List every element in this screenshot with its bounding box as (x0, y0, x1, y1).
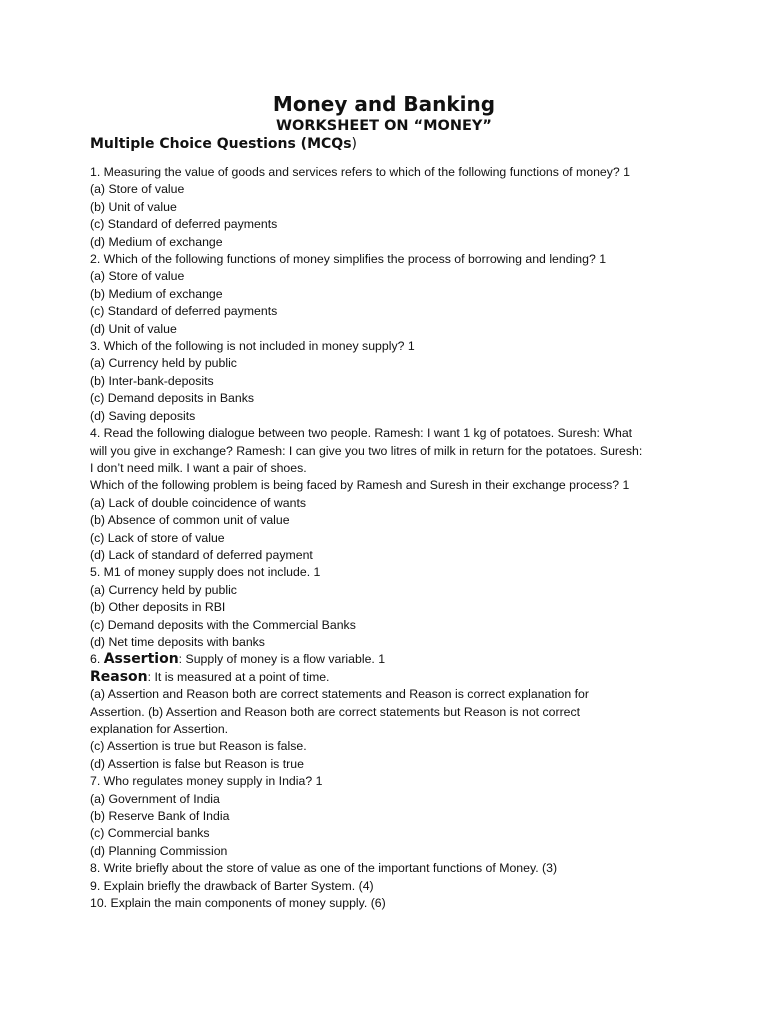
q3-option-b: (b) Inter-bank-deposits (90, 373, 214, 388)
q7-option-a: (a) Government of India (90, 791, 220, 806)
section-heading (90, 135, 357, 153)
reason-text: : It is measured at a point of time. (147, 669, 330, 684)
question-1: 1. Measuring the value of goods and services refers to which of the following functions of money? 1 (90, 165, 631, 179)
q1-option-d: (d) Medium of exchange (90, 234, 223, 249)
q1-option-c: (c) Standard of deferred payments (90, 217, 278, 232)
q6-option-d: (d) Assertion is false but Reason is true (90, 756, 304, 771)
section-heading-text: Multiple Choice Questions (MCQs (90, 136, 352, 152)
q4-option-c: (c) Lack of store of value (90, 530, 225, 545)
questions-list (90, 164, 670, 912)
question-7: 7. Who regulates money supply in India? 1 (90, 774, 323, 789)
q7-option-d: (d) Planning Commission (90, 843, 228, 858)
q5-option-a: (a) Currency held by public (90, 582, 237, 597)
q5-option-c: (c) Demand deposits with the Commercial Banks (90, 617, 356, 632)
q2-option-a: (a) Store of value (90, 269, 185, 284)
question-9: 9. Explain briefly the drawback of Barter System. (4) (90, 878, 374, 893)
question-5: 5. M1 of money supply does not include. 1 (90, 565, 321, 580)
question-4-line-4: Which of the following problem is being faced by Ramesh and Suresh in their exchange process? 1 (90, 478, 630, 493)
q1-option-a: (a) Store of value (90, 182, 185, 197)
section-heading-close: ) (351, 136, 357, 152)
question-2: 2. Which of the following functions of money simplifies the process of borrowing and lending? 1 (90, 252, 607, 267)
q5-option-b: (b) Other deposits in RBI (90, 600, 226, 615)
document-subtitle: WORKSHEET ON “MONEY” (276, 118, 492, 134)
q2-option-b: (b) Medium of exchange (90, 286, 223, 301)
q6-number: 6. (90, 652, 104, 667)
question-4-line-1: 4. Read the following dialogue between two people. Ramesh: I want 1 kg of potatoes. Suresh: What (90, 426, 633, 441)
question-3: 3. Which of the following is not included in money supply? 1 (90, 339, 415, 354)
q6-option-c: (c) Assertion is true but Reason is false. (90, 739, 307, 754)
q4-option-d: (d) Lack of standard of deferred payment (90, 547, 313, 562)
question-8: 8. Write briefly about the store of value as one of the important functions of Money. (3) (90, 861, 558, 876)
q6-option-a-line-1: (a) Assertion and Reason both are correct statements and Reason is correct explanation for (90, 687, 589, 702)
question-10: 10. Explain the main components of money supply. (6) (90, 896, 386, 911)
q2-option-d: (d) Unit of value (90, 321, 177, 336)
q3-option-c: (c) Demand deposits in Banks (90, 391, 255, 406)
q3-option-a: (a) Currency held by public (90, 356, 237, 371)
assertion-text: : Supply of money is a flow variable. 1 (178, 652, 386, 667)
q1-option-b: (b) Unit of value (90, 199, 177, 214)
q5-option-d: (d) Net time deposits with banks (90, 634, 265, 649)
q7-option-b: (b) Reserve Bank of India (90, 809, 230, 824)
question-6-reason (90, 669, 670, 686)
q2-option-c: (c) Standard of deferred payments (90, 304, 278, 319)
q7-option-c: (c) Commercial banks (90, 826, 210, 841)
reason-label: Reason (90, 668, 148, 685)
q4-option-b: (b) Absence of common unit of value (90, 513, 290, 528)
q4-option-a: (a) Lack of double coincidence of wants (90, 495, 307, 510)
q3-option-d: (d) Saving deposits (90, 408, 196, 423)
question-4-line-3: I don’t need milk. I want a pair of shoes. (90, 460, 307, 475)
q6-option-a-line-3: explanation for Assertion. (90, 722, 229, 736)
assertion-label: Assertion (103, 651, 179, 668)
question-4-line-2: will you give in exchange? Ramesh: I can give you two litres of milk in return for the potatoes. Suresh: (90, 443, 643, 458)
q6-option-a-line-2: Assertion. (b) Assertion and Reason both are correct statements but Reason is not correct (90, 704, 581, 719)
document-title: Money and Banking (272, 92, 496, 116)
question-6-assertion (90, 651, 670, 668)
